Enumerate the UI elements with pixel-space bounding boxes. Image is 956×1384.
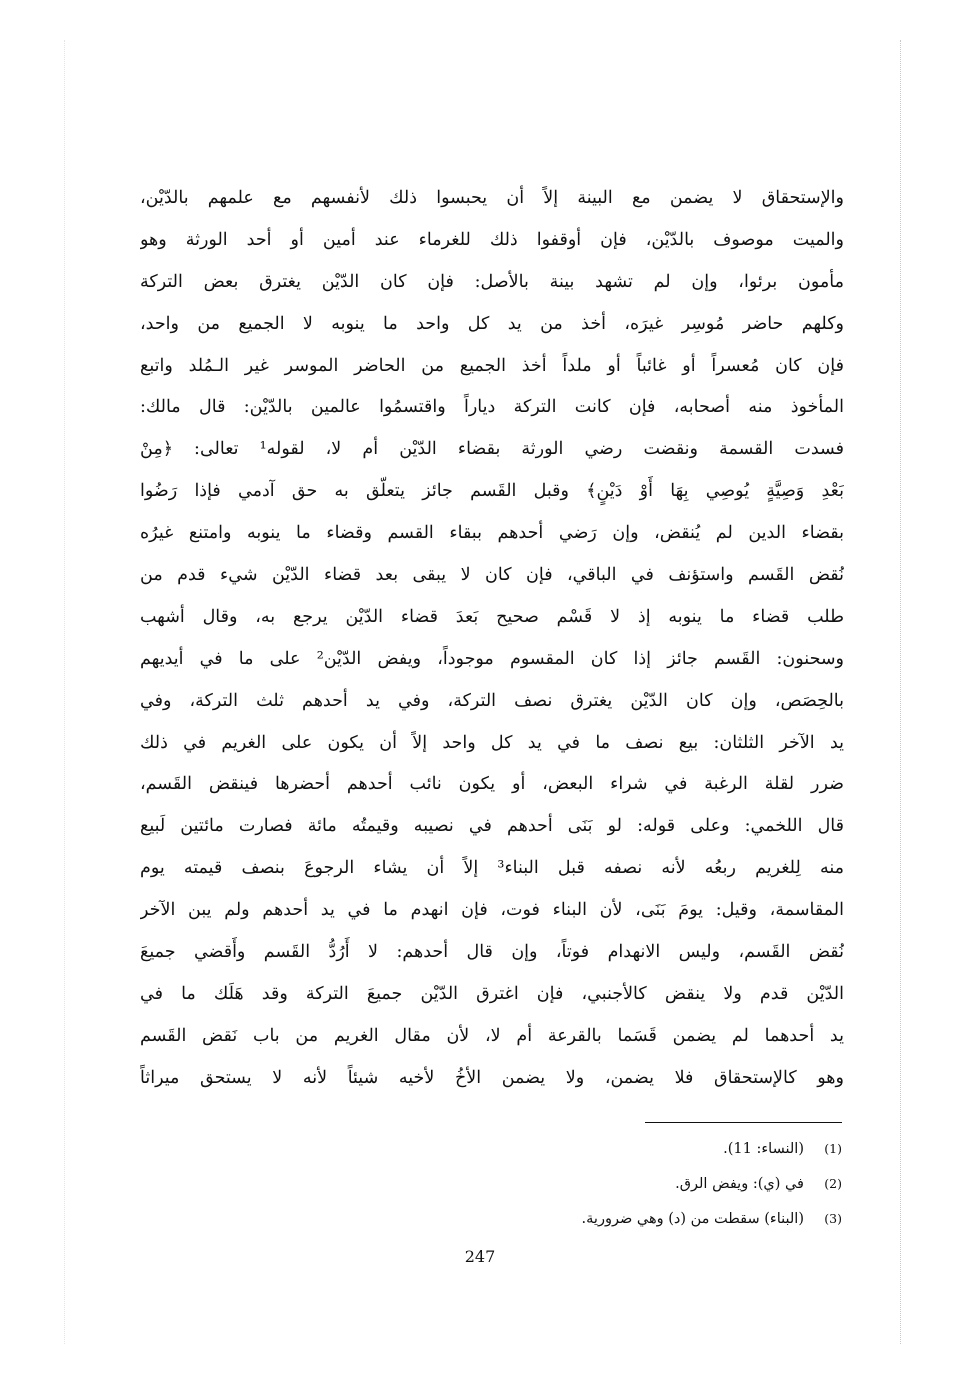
footnote-3: [420, 1201, 842, 1236]
text-line-3: مأمون برئوا، وإن لم تشهد بينة بالأصل: فإن كان الدّيْن يغترق بعض التركة: [140, 271, 844, 292]
text-line-10: نُقض القَسم واستؤنف في الباقي، فإن كان لا يبقى بعد قضاء الدّيْن شيء قدم من: [140, 565, 844, 586]
text-line-7: فسدت القسمة ونقضت رضي الورثة بقضاء الدّيْن أم لا، لقوله¹ تعالى: ﴿مِنْ: [140, 439, 844, 460]
text-line-18: المقاسمة، وقيل: يومَ بَنَى، لأن البناء فوت، فإن انهدم ما في يد أحدهم ولم يبن الآخر: [140, 900, 844, 921]
footnote-2: [420, 1166, 842, 1201]
text-line-22: وهو كالإستحقاق فلا يضمن، ولا يضمن الأخُ لأخيه شيئاً لأنه لا يستحق ميراثاً: [140, 1067, 844, 1088]
footnote-number: (2): [824, 1176, 842, 1191]
text-line-6: المأخوذ منه أصحابه، فإن كانت التركة دياراً واقتسمُوا عالمين بالدّيْن: قال مالك:: [140, 397, 844, 418]
scan-edge-left: [64, 40, 65, 1344]
footnote-separator: [645, 1122, 842, 1123]
text-line-20: الدّيْن قدم ولا ينقض كالأجنبي، فإن اغترق الدّيْن جميعَ التركة وقد هَلَك ما في: [140, 983, 844, 1004]
page-number: 247: [464, 1247, 496, 1266]
footnote-text: في (ي): ويفض الرق.: [675, 1176, 804, 1192]
text-line-12: وسحنون: القَسم جائز إذا كان المقسوم موجوداً، ويفض الدّيْن² على ما في أيديهم: [140, 648, 844, 669]
text-line-8: بَعْدِ وَصِيَّةٍ يُوصِي بِهَا أَوْ دَيْنٍ﴾ وقبل القَسم جائز يتعلّق به حق آدمي فإذا رَضُوا: [140, 481, 844, 502]
footnote-text: (النساء: 11).: [723, 1141, 804, 1157]
main-text-block: [140, 178, 844, 1100]
text-line-1: والإستحقاق لا يضمن مع البينة إلاً أن يحبسوا ذلك لأنفسهم مع علمهم بالدّيْن،: [140, 188, 844, 208]
text-line-14: يد الآخر الثلثان: بيع نصف ما في يد كل واحد إلاً أن يكون على الغريم في ذلك: [140, 732, 844, 753]
text-line-16: قال اللخمي: وعلى قوله: لو بَنَى أحدهم في نصيبه وقيمتُه مائة فصارت مائتين لَبيع: [140, 816, 844, 837]
footnote-number: (1): [824, 1141, 842, 1156]
text-line-11: طلب قضاء ما ينوبه إذ لا قَسْم صحيح بَعدَ قضاء الدّيْن يرجع به، وقال أشهب: [140, 606, 844, 627]
text-line-9: بقضاء الدين لم يُنقض، وإن رَضي أحدهم ببقاء القسم وقضاء ما ينوبه وامتنع غيرُه: [140, 523, 844, 544]
text-line-2: والميت موصوف بالدّيْن، فإن أوقفوا ذلك للغرماء عند أمين أو أحد الورثة وهو: [140, 229, 844, 250]
text-line-21: يد أحدهما لم يضمن قَسَما بالقرعة أم لا، لأن مقال الغريم من باب نَقض القَسم: [140, 1025, 844, 1046]
text-line-17: منه لِلغريم ربعُه لأنه نصفه قبل البناء³ إلاً أن يشاء الرجوعَ بنصف قيمته يوم: [140, 858, 844, 879]
footnote-text: (البناء) سقطت من (د) وهي ضرورية.: [581, 1211, 804, 1227]
footnote-number: (3): [824, 1211, 842, 1226]
text-line-4: وكلهم حاضر مُوسِر غيرَه، أخذ من يد كل واحد ما ينوبه لا الجميع من واحد،: [140, 313, 844, 334]
text-line-19: نُقض القَسم، وليس الانهدام فوتاً، وإن قال أحدهم: لا أَرُدُّ القَسم وأَقضي جميعَ: [140, 942, 844, 963]
text-line-13: بالحِصَص، وإن كان الدّيْن يغترق نصف التركة، وفي يد أحدهم ثلث التركة، وفي: [140, 690, 844, 711]
text-line-5: فإن كان مُعسراً أو غائباً أو ملداً أخذ الجميع من الحاضر الموسر غير الـمُلد واتبع: [140, 355, 844, 376]
footnotes: [420, 1131, 842, 1236]
footnote-1: [420, 1131, 842, 1166]
scan-edge-right: [900, 40, 901, 1344]
text-line-15: ضرر لقلة الرغبة في شراء البعض، أو يكون نائب أحدهم أحضرها فينقض القَسم،: [140, 774, 844, 795]
